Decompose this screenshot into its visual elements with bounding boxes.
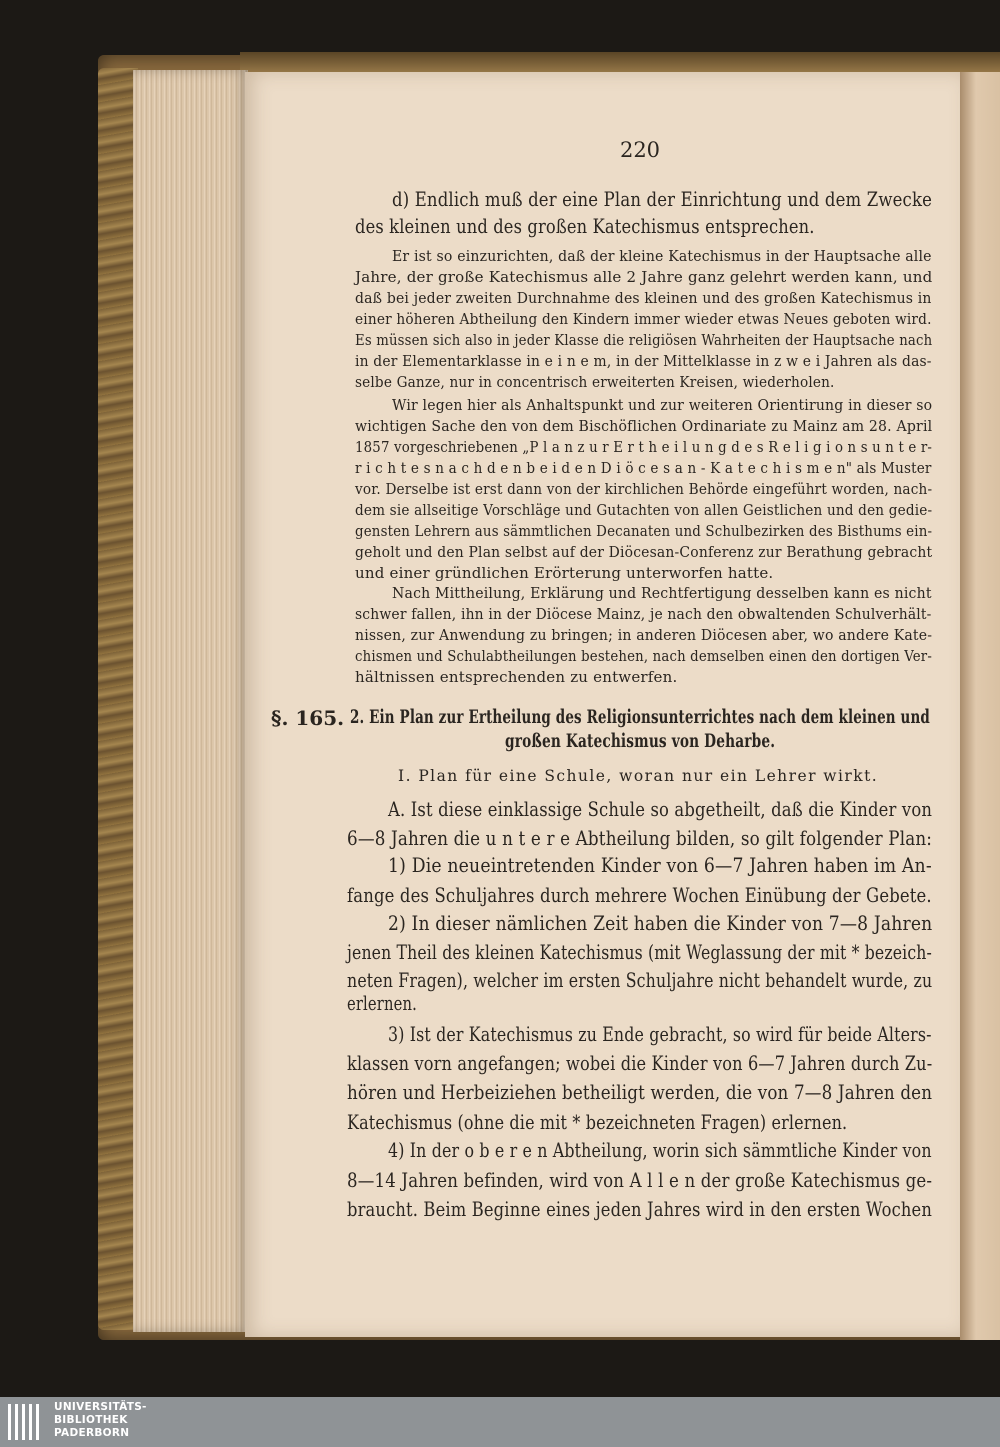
paragraph-line: chismen und Schulabtheilungen bestehen, nach demselben einen den dortigen Ver- (355, 647, 932, 665)
subheading: I. Plan für eine Schule, woran nur ein Lehrer wirkt. (398, 766, 879, 785)
section-marker: §. 165. (271, 706, 345, 730)
facing-page-edge (960, 72, 1000, 1340)
paragraph-line: daß bei jeder zweiten Durchnahme des kleinen und des großen Katechismus in (355, 289, 932, 307)
paragraph-line: Jahre, der große Katechismus alle 2 Jahre ganz gelehrt werden kann, und (355, 268, 933, 286)
library-footer (0, 1397, 1000, 1447)
body-line: neten Fragen), welcher im ersten Schuljahre nicht behandelt wurde, zu (347, 968, 933, 992)
paragraph-line: in der Elementarklasse in e i n e m, in der Mittelklasse in z w e i Jahren als das- (355, 352, 932, 370)
paragraph-line: r i c h t e s n a c h d e n b e i d e n D i ö c e s a n - K a t e c h i s m e n" als Muster (355, 459, 932, 477)
book-spine-marbled (98, 68, 138, 1330)
body-line: klassen vorn angefangen; wobei die Kinder von 6—7 Jahren durch Zu- (347, 1051, 933, 1075)
paragraph-line: Wir legen hier als Anhaltspunkt und zur weiteren Orientirung in dieser so (392, 396, 933, 414)
paragraph-line: dem sie allseitige Vorschläge und Gutachten von allen Geistlichen und den gedie- (355, 501, 933, 519)
library-name-line2: BIBLIOTHEK (54, 1414, 128, 1426)
paragraph-line: einer höheren Abtheilung den Kindern immer wieder etwas Neues geboten wird. (355, 310, 932, 328)
body-line: braucht. Beim Beginne eines jeden Jahres wird in den ersten Wochen (347, 1197, 933, 1221)
body-line: A. Ist diese einklassige Schule so abgetheilt, daß die Kinder von (388, 797, 933, 821)
paragraph-line: wichtigen Sache den von dem Bischöflichen Ordinariate zu Mainz am 28. April (355, 417, 933, 435)
section-heading-line: großen Katechismus von Deharbe. (505, 730, 776, 752)
body-line: erlernen. (347, 991, 417, 1015)
paragraph-line: hältnissen entsprechenden zu entwerfen. (355, 668, 678, 686)
paragraph-line: Nach Mittheilung, Erklärung und Rechtfertigung desselben kann es nicht (392, 584, 932, 602)
library-name-line3: PADERBORN (54, 1427, 130, 1439)
body-line: Katechismus (ohne die mit * bezeichneten Fragen) erlernen. (347, 1110, 848, 1134)
body-line: 1) Die neueintretenden Kinder von 6—7 Jahren haben im An- (388, 853, 932, 877)
paragraph-line: gensten Lehrern aus sämmtlichen Decanaten und Schulbezirken des Bisthums ein- (355, 522, 933, 540)
library-name (54, 1401, 147, 1440)
body-line: 6—8 Jahren die u n t e r e Abtheilung bilden, so gilt folgender Plan: (347, 826, 933, 850)
paragraph-line: geholt und den Plan selbst auf der Diöcesan-Conferenz zur Berathung gebracht (355, 543, 933, 561)
library-logo-icon (8, 1404, 44, 1440)
paragraph-line: schwer fallen, ihn in der Diöcese Mainz, je nach den obwaltenden Schulverhält- (355, 605, 932, 623)
body-line: 3) Ist der Katechismus zu Ende gebracht, so wird für beide Alters- (388, 1022, 932, 1046)
page-number: 220 (619, 138, 661, 162)
paragraph-line: des kleinen und des großen Katechismus entsprechen. (355, 214, 815, 238)
book-top-edge (240, 52, 1000, 74)
paragraph-line: nissen, zur Anwendung zu bringen; in anderen Diöcesen aber, wo andere Kate- (355, 626, 933, 644)
paragraph-line: Es müssen sich also in jeder Klasse die religiösen Wahrheiten der Hauptsache nach (355, 331, 933, 349)
paragraph-line: selbe Ganze, nur in concentrisch erweiterten Kreisen, wiederholen. (355, 373, 835, 391)
body-line: 2) In dieser nämlichen Zeit haben die Kinder von 7—8 Jahren (388, 911, 933, 935)
library-name-line1: UNIVERSITÄTS- (54, 1401, 147, 1413)
paragraph-line: Er ist so einzurichten, daß der kleine Katechismus in der Hauptsache alle (392, 247, 932, 265)
body-line: 8—14 Jahren befinden, wird von A l l e n der große Katechismus ge- (347, 1168, 933, 1192)
section-heading-line: 2. Ein Plan zur Ertheilung des Religionsunterrichtes nach dem kleinen und (350, 706, 930, 728)
body-line: 4) In der o b e r e n Abtheilung, worin sich sämmtliche Kinder von (388, 1138, 932, 1162)
paragraph-line: vor. Derselbe ist erst dann von der kirchlichen Behörde eingeführt worden, nach- (355, 480, 933, 498)
page-stack-edge (133, 70, 248, 1332)
body-line: jenen Theil des kleinen Katechismus (mit Weglassung der mit * bezeich- (347, 940, 932, 964)
paragraph-line: und einer gründlichen Erörterung unterworfen hatte. (355, 564, 774, 582)
paragraph-line: d) Endlich muß der eine Plan der Einrichtung und dem Zwecke (392, 187, 933, 211)
body-line: fange des Schuljahres durch mehrere Wochen Einübung der Gebete. (347, 883, 932, 907)
paragraph-line: 1857 vorgeschriebenen „P l a n z u r E r t h e i l u n g d e s R e l i g i o n s u n t e r- (355, 438, 933, 456)
body-line: hören und Herbeiziehen betheiligt werden, die von 7—8 Jahren den (347, 1080, 933, 1104)
